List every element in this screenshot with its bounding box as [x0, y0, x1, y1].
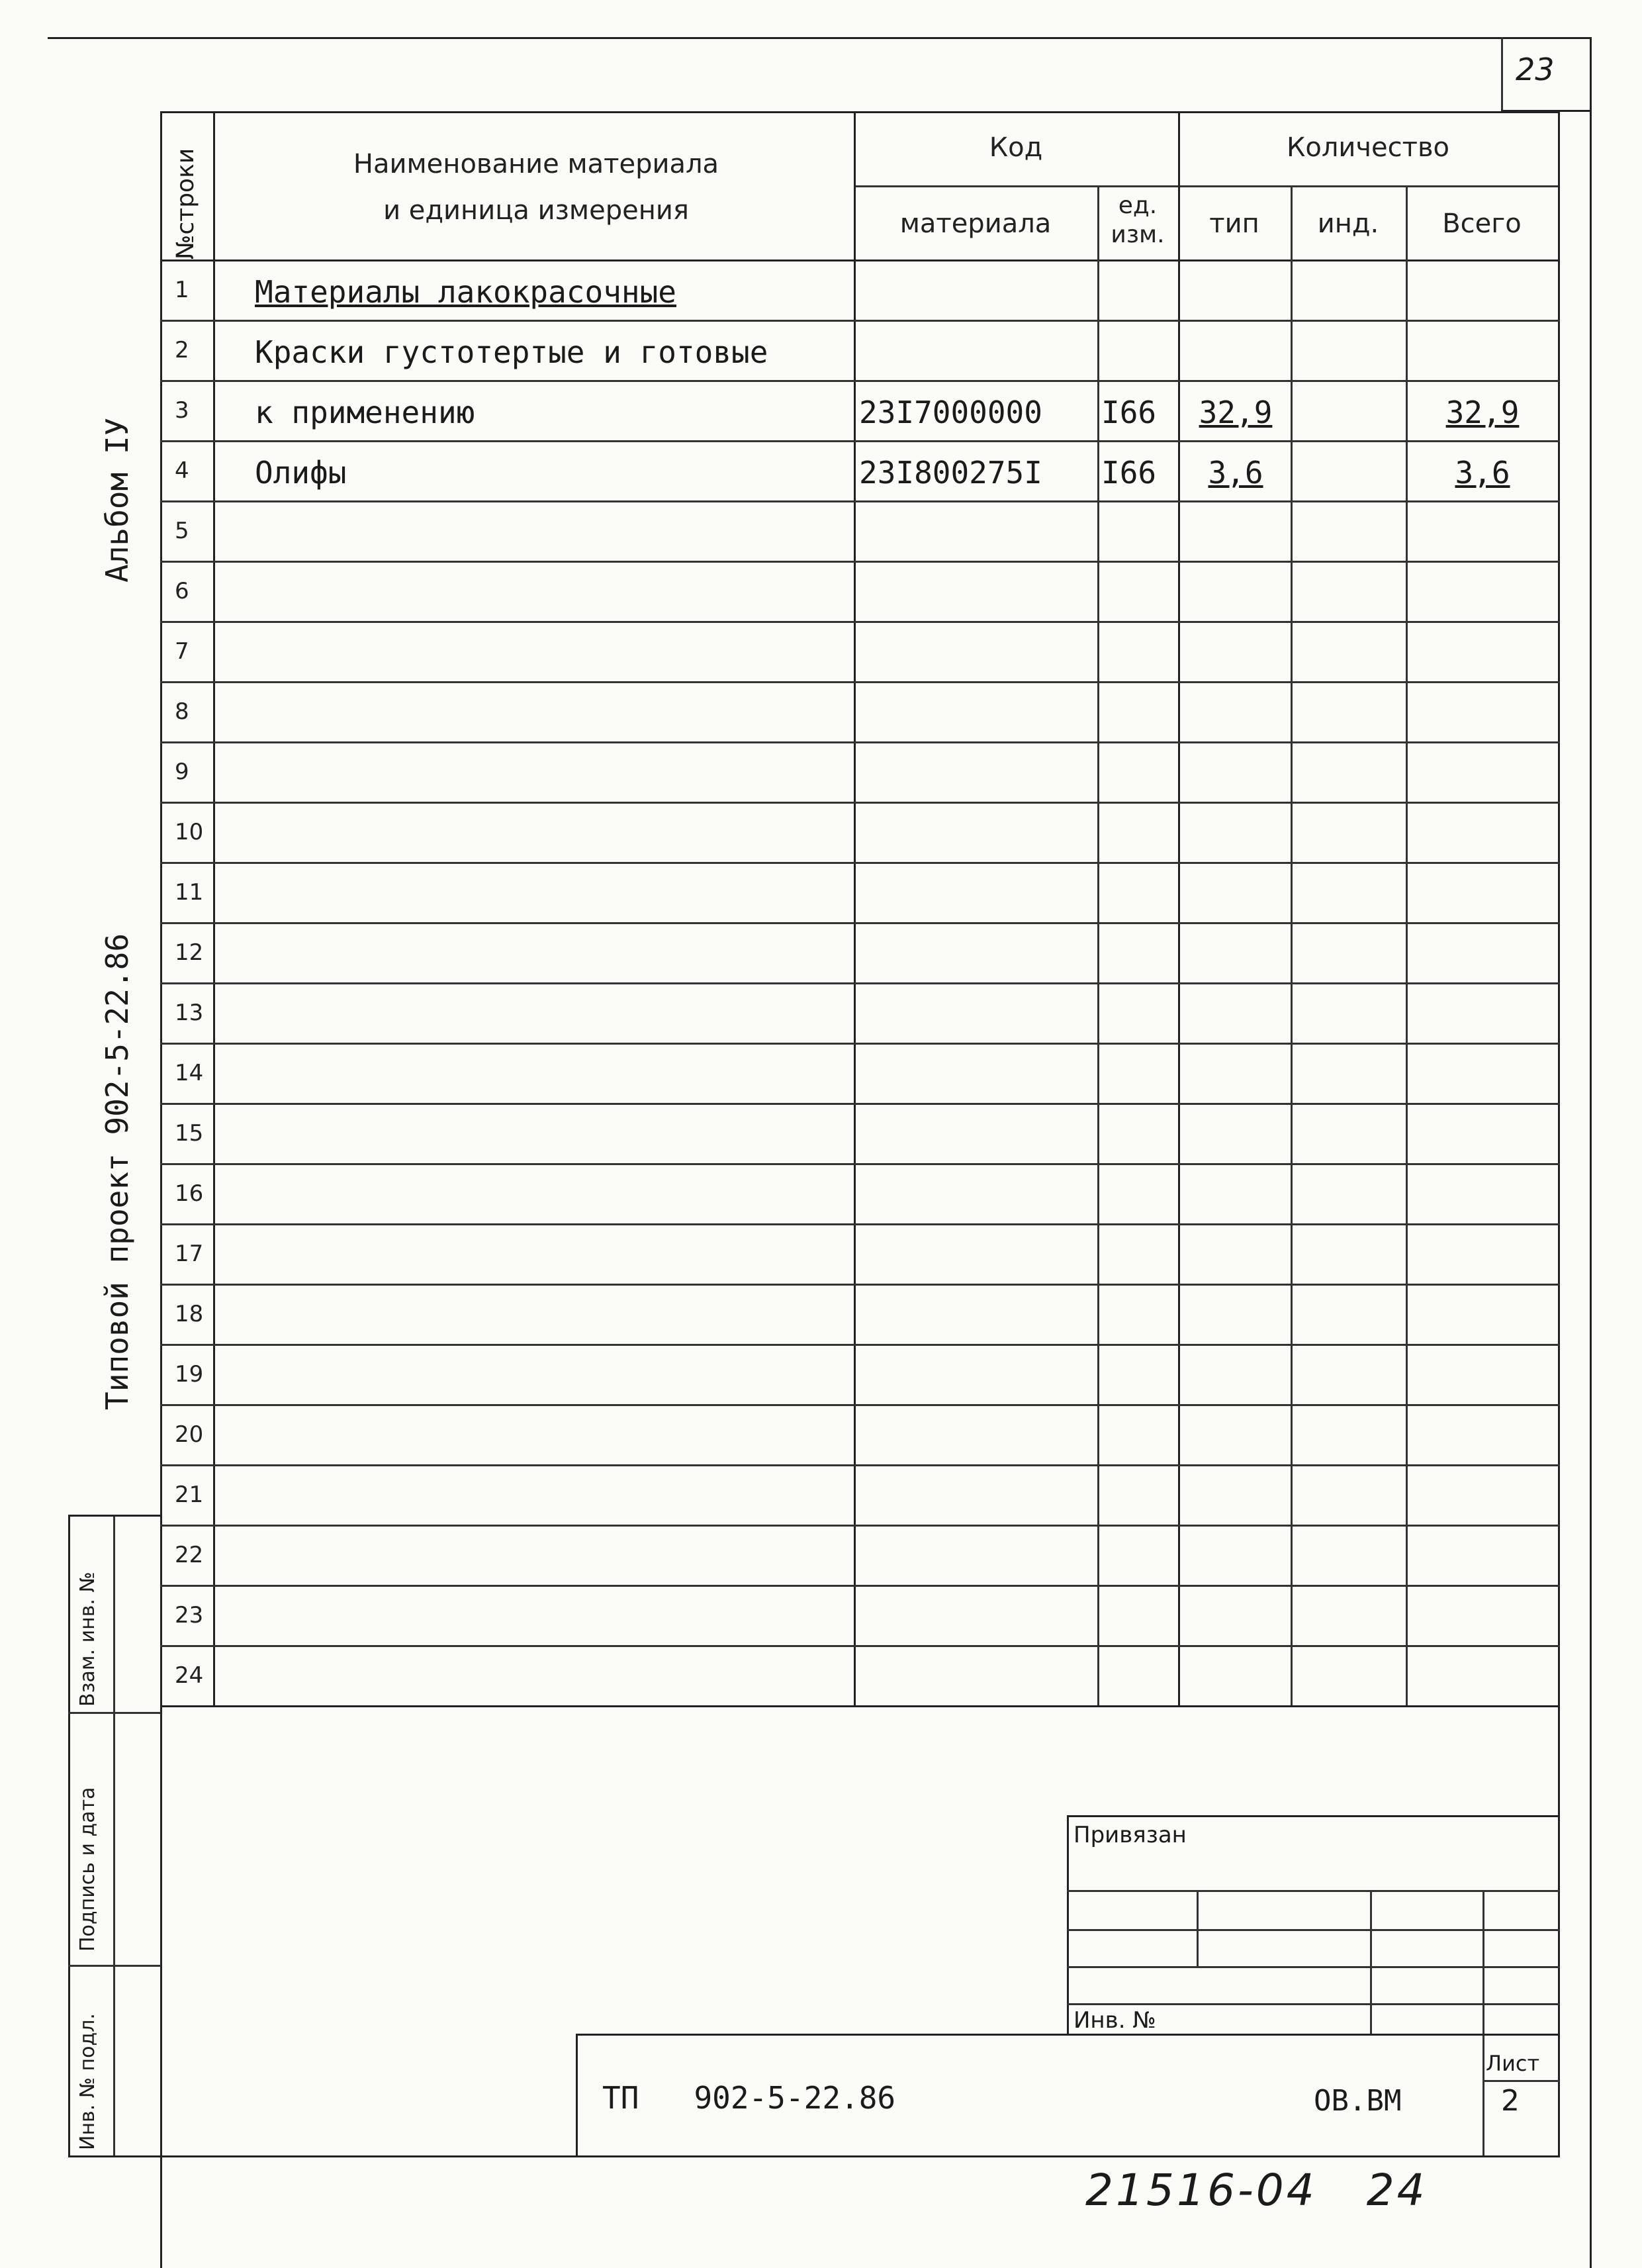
row-number: 11 — [175, 879, 204, 906]
row-number: 2 — [175, 337, 189, 363]
cell-unit: I66 — [1101, 455, 1157, 491]
row-number: 16 — [175, 1180, 204, 1207]
cell-material: 23I800275I — [859, 455, 1042, 491]
header-code: Код — [989, 132, 1043, 163]
row-number: 22 — [175, 1542, 204, 1568]
album-label: Альбом IУ — [99, 417, 135, 583]
row-number: 21 — [175, 1482, 204, 1508]
cell-material: 23I7000000 — [859, 395, 1042, 430]
sheet-number: 2 — [1501, 2084, 1520, 2118]
header-q-total: Всего — [1442, 209, 1522, 239]
header-quantity: Количество — [1286, 132, 1449, 163]
cell-total: 32,9 — [1445, 395, 1520, 430]
stamp-signature-date: Подпись и дата — [76, 1787, 99, 1952]
stamp-original-inv: Инв. № подл. — [76, 2013, 99, 2150]
row-number: 15 — [175, 1120, 204, 1147]
row-number: 10 — [175, 819, 204, 845]
row-number: 4 — [175, 457, 189, 484]
header-code-unit-1: ед. — [1118, 192, 1158, 219]
row-number: 3 — [175, 397, 189, 424]
row-number: 5 — [175, 518, 189, 544]
row-number: 14 — [175, 1060, 204, 1086]
inv-label: Инв. № — [1073, 2007, 1156, 2034]
doc-code: ТП 902-5-22.86 — [602, 2080, 896, 2116]
row-number: 12 — [175, 939, 204, 966]
sheet-label: Лист — [1486, 2051, 1540, 2076]
row-number: 24 — [175, 1662, 204, 1689]
row-number: 6 — [175, 578, 189, 604]
header-code-unit-2: изм. — [1111, 221, 1165, 248]
row-number: 9 — [175, 759, 189, 785]
header-row-number: №строки — [172, 148, 199, 260]
header-code-material: материала — [899, 209, 1052, 239]
row-number: 19 — [175, 1361, 204, 1388]
cell-type: 3,6 — [1208, 455, 1263, 491]
row-number: 13 — [175, 1000, 204, 1026]
row-number: 18 — [175, 1301, 204, 1327]
row-number: 17 — [175, 1241, 204, 1267]
material-name: Олифы — [255, 455, 347, 491]
material-name: Краски густотертые и готовые — [255, 334, 768, 370]
handwritten-code: 21516-04 24 — [1085, 2165, 1428, 2216]
row-number: 23 — [175, 1602, 204, 1629]
row-number: 20 — [175, 1421, 204, 1448]
header-name-line1: Наименование материала — [353, 149, 719, 179]
bound-label: Привязан — [1073, 1822, 1187, 1848]
project-label: Типовой проект 902-5-22.86 — [99, 933, 135, 1410]
row-number: 1 — [175, 277, 189, 303]
row-number: 8 — [175, 698, 189, 725]
cell-unit: I66 — [1101, 395, 1157, 430]
stamp-replacement-inv: Взам. инв. № — [76, 1572, 99, 1707]
cell-total: 3,6 — [1455, 455, 1510, 491]
cell-type: 32,9 — [1199, 395, 1273, 430]
header-name-line2: и единица измерения — [383, 195, 689, 226]
header-q-ind: инд. — [1317, 209, 1379, 239]
row-number: 7 — [175, 638, 189, 665]
page-number: 23 — [1516, 52, 1555, 87]
header-q-type: тип — [1209, 209, 1259, 239]
doc-mark: ОВ.ВМ — [1314, 2084, 1402, 2118]
material-name: Материалы лакокрасочные — [255, 274, 676, 310]
material-name: к применению — [255, 395, 475, 430]
